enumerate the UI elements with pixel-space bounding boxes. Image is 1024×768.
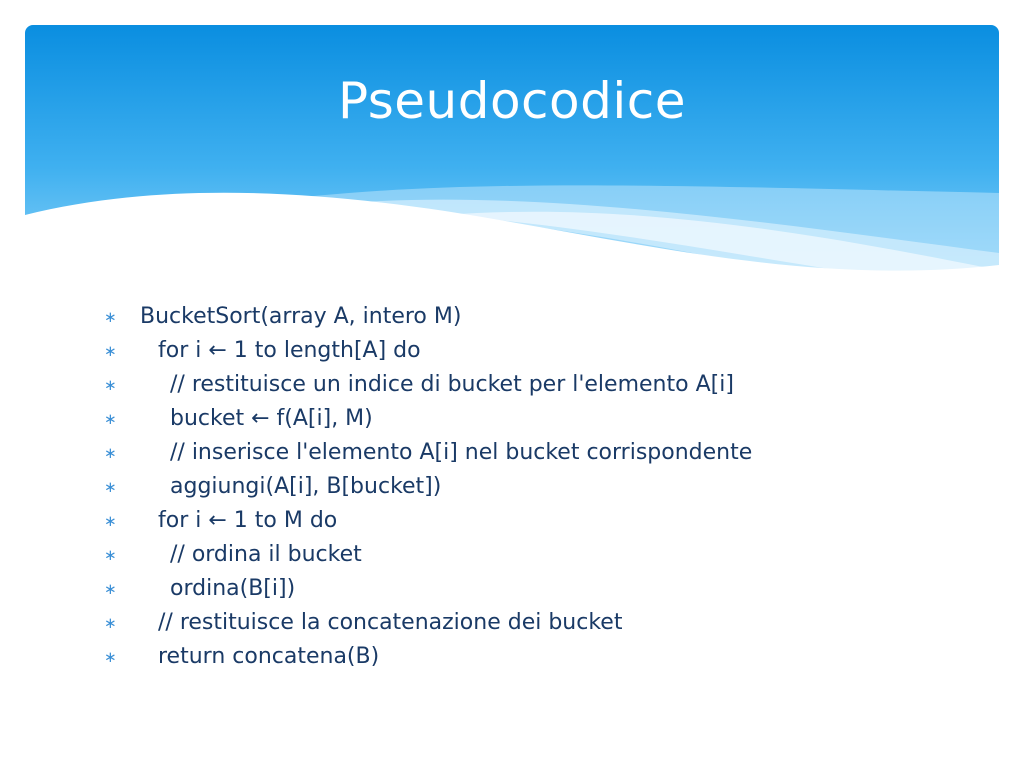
bullet-line — [104, 368, 984, 402]
asterisk-bullet-icon: ∗ — [104, 376, 117, 394]
asterisk-bullet-icon: ∗ — [104, 546, 117, 564]
bullet-text: for i ← 1 to length[A] do — [158, 338, 421, 363]
bullet-line — [104, 640, 984, 674]
bullet-line — [104, 402, 984, 436]
bullet-line — [104, 334, 984, 368]
bullet-text: aggiungi(A[i], B[bucket]) — [170, 474, 442, 499]
asterisk-bullet-icon: ∗ — [104, 580, 117, 598]
slide-title: Pseudocodice — [337, 72, 687, 130]
asterisk-bullet-icon: ∗ — [104, 308, 117, 326]
asterisk-bullet-icon: ∗ — [104, 342, 117, 360]
bullet-text: // inserisce l'elemento A[i] nel bucket corrispondente — [170, 440, 753, 465]
bullet-line — [104, 436, 984, 470]
bullet-text: for i ← 1 to M do — [158, 508, 338, 533]
bullet-line — [104, 538, 984, 572]
bullet-text: BucketSort(array A, intero M) — [140, 304, 462, 329]
asterisk-bullet-icon: ∗ — [104, 614, 117, 632]
bullet-text: // ordina il bucket — [170, 542, 362, 567]
bullet-list — [104, 300, 984, 674]
header-wave-graphic — [25, 25, 999, 285]
asterisk-bullet-icon: ∗ — [104, 410, 117, 428]
bullet-line — [104, 572, 984, 606]
asterisk-bullet-icon: ∗ — [104, 512, 117, 530]
header-band — [25, 25, 999, 285]
bullet-line — [104, 470, 984, 504]
bullet-text: return concatena(B) — [158, 644, 380, 669]
bullet-line — [104, 504, 984, 538]
bullet-line — [104, 300, 984, 334]
bullet-text: ordina(B[i]) — [170, 576, 296, 601]
asterisk-bullet-icon: ∗ — [104, 478, 117, 496]
bullet-line — [104, 606, 984, 640]
bullet-text: // restituisce la concatenazione dei bucket — [158, 610, 623, 635]
asterisk-bullet-icon: ∗ — [104, 444, 117, 462]
bullet-text: // restituisce un indice di bucket per l'elemento A[i] — [170, 372, 734, 397]
bullet-text: bucket ← f(A[i], M) — [170, 406, 373, 431]
asterisk-bullet-icon: ∗ — [104, 648, 117, 666]
